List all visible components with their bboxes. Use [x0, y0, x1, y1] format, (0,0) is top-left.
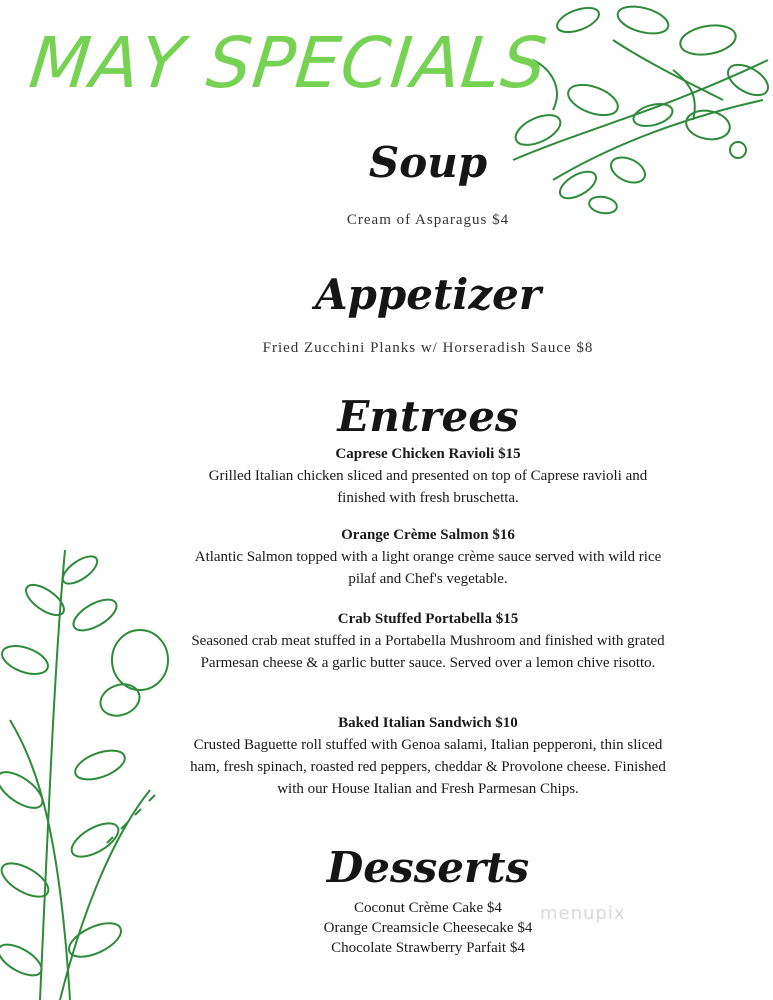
appetizer-heading: Appetizer: [314, 270, 542, 319]
desserts-list: [0, 898, 773, 958]
appetizer-item: Fried Zucchini Planks w/ Horseradish Sauce $8: [262, 340, 594, 356]
desserts-heading: Desserts: [326, 843, 530, 892]
dessert-item: Chocolate Strawberry Parfait $4: [331, 940, 525, 956]
entree-item: [186, 524, 670, 590]
entree-description: Seasoned crab meat stuffed in a Portabella Mushroom and finished with grated Parmesan cheese & a garlic butter sauce. Served over a lemon chive risotto.: [191, 633, 665, 671]
entree-name: Caprese Chicken Ravioli $15: [335, 446, 521, 462]
entree-description: Crusted Baguette roll stuffed with Genoa salami, Italian pepperoni, thin sliced ham, fresh spinach, roasted red peppers, cheddar & Provolone cheese. Finished with our House Italian and Fresh Parmesan Chips.: [190, 737, 666, 797]
soup-heading: Soup: [368, 138, 488, 187]
dessert-item: Coconut Crème Cake $4: [354, 900, 502, 916]
dessert-item: Orange Creamsicle Cheesecake $4: [323, 920, 533, 936]
menu-title: MAY SPECIALS: [25, 22, 552, 104]
entree-name: Orange Crème Salmon $16: [341, 527, 515, 543]
entree-name: Crab Stuffed Portabella $15: [337, 611, 519, 627]
entree-item: [186, 443, 670, 509]
menupix-watermark: menupix: [540, 903, 626, 924]
entrees-heading: Entrees: [337, 392, 519, 441]
entree-item: [186, 608, 670, 674]
entree-description: Atlantic Salmon topped with a light orange crème sauce served with wild rice pilaf and Chef's vegetable.: [194, 549, 662, 587]
soup-item: Cream of Asparagus $4: [346, 212, 510, 228]
entree-name: Baked Italian Sandwich $10: [338, 715, 518, 731]
entree-description: Grilled Italian chicken sliced and presented on top of Caprese ravioli and finished with fresh bruschetta.: [208, 468, 648, 506]
entree-item: [186, 712, 670, 800]
